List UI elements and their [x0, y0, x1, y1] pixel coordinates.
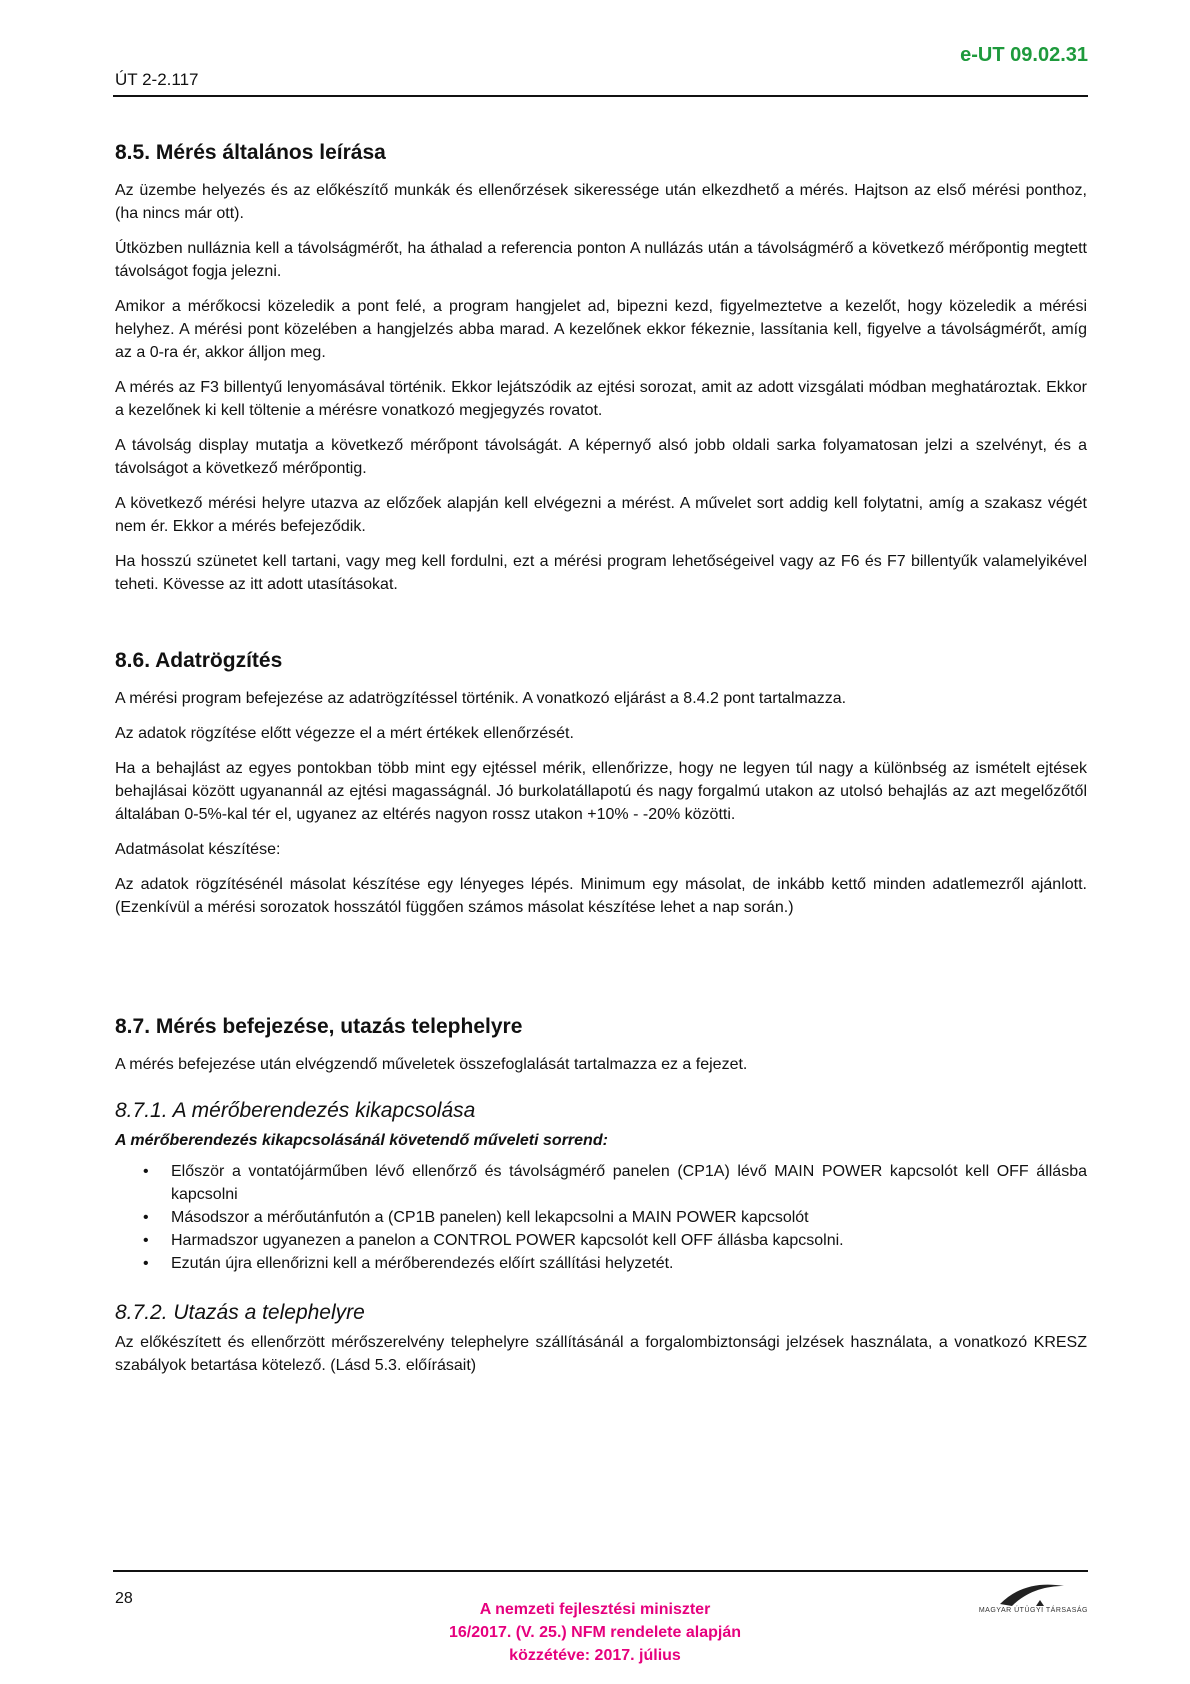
page-number: 28 — [115, 1590, 133, 1607]
header-rule — [113, 95, 1088, 97]
list-item — [115, 1252, 1087, 1275]
section-8-5 — [115, 140, 1087, 608]
paragraph: Adatmásolat készítése: — [115, 841, 281, 858]
bullet-icon: • — [143, 1163, 149, 1180]
list-item — [115, 1229, 1087, 1252]
bullet-icon: • — [143, 1255, 149, 1272]
paragraph: A mérési program befejezése az adatrögzítéssel történik. A vonatkozó eljárást a 8.4.2 pont tartalmazza. — [115, 690, 847, 707]
list-item-text: Először a vontatójárműben lévő ellenőrző és távolságmérő panelen (CP1A) lévő MAIN POWER kapcsolót kell OFF állásba kapcsolni — [171, 1163, 1087, 1203]
section-title: 8.7. Mérés befejezése, utazás telephelyre — [115, 1015, 523, 1038]
list-item-text: Harmadszor ugyanezen a panelon a CONTROL POWER kapcsolót kell OFF állásba kapcsolni. — [171, 1232, 844, 1249]
paragraph: Az üzembe helyezés és az előkészítő munkák és ellenőrzések sikeressége után elkezdhető a mérés. Hajtson az első mérési ponthoz, (ha nincs már ott). — [115, 182, 1087, 222]
bullet-list — [115, 1160, 1087, 1275]
paragraph: Az adatok rögzítése előtt végezze el a mért értékek ellenőrzését. — [115, 725, 574, 742]
paragraph: A mérés az F3 billentyű lenyomásával történik. Ekkor lejátszódik az ejtési sorozat, amit az adott vizsgálati módban meghatároztak. Ekkor a kezelőnek ki kell töltenie a mérésre vonatkozó megjegyzés rovatot. — [115, 379, 1087, 419]
section-8-7 — [115, 1014, 1087, 1389]
list-item — [115, 1160, 1087, 1206]
logo-text: MAGYAR ÚTÜGYI TÁRSASÁG — [978, 1607, 1088, 1614]
bullet-icon: • — [143, 1209, 149, 1226]
subsection-title: 8.7.1. A mérőberendezés kikapcsolása — [115, 1099, 476, 1122]
paragraph: A távolság display mutatja a következő mérőpont távolságát. A képernyő alsó jobb oldali sarka folyamatosan jelzi a szelvényt, és a távolságot a következő mérőpontig. — [115, 437, 1087, 477]
subsection-title: 8.7.2. Utazás a telephelyre — [115, 1301, 365, 1324]
section-title: 8.5. Mérés általános leírása — [115, 141, 386, 164]
list-item-text: Ezután újra ellenőrizni kell a mérőberendezés előírt szállítási helyzetét. — [171, 1255, 674, 1272]
document-reference: ÚT 2-2.117 — [115, 70, 199, 89]
footer-note-line: közzétéve: 2017. július — [509, 1647, 681, 1664]
paragraph: A mérés befejezése után elvégzendő műveletek összefoglalását tartalmazza ez a fejezet. — [115, 1056, 748, 1073]
paragraph: Az adatok rögzítésénél másolat készítése egy lényeges lépés. Minimum egy másolat, de inkább kettő minden adatlemezről ajánlott. (Ezenkívül a mérési sorozatok hosszától függően számos másolat készítése lehet a nap során.) — [115, 876, 1087, 916]
logo — [940, 1580, 1088, 1614]
footer-note-line: A nemzeti fejlesztési miniszter — [479, 1601, 711, 1618]
section-title: 8.6. Adatrögzítés — [115, 649, 283, 672]
subsection-lead: A mérőberendezés kikapcsolásánál követendő műveleti sorrend: — [115, 1132, 608, 1149]
footer-rule — [113, 1570, 1088, 1572]
bullet-icon: • — [143, 1232, 149, 1249]
paragraph: Útközben nulláznia kell a távolságmérőt, ha áthalad a referencia ponton A nullázás után a távolságmérő a következő mérőpontig megtett távolságot fogja jelezni. — [115, 240, 1087, 280]
paragraph: Ha hosszú szünetet kell tartani, vagy meg kell fordulni, ezt a mérési program lehetőségeivel vagy az F6 és F7 billentyűk valamelyikével teheti. Kövesse az itt adott utasításokat. — [115, 553, 1087, 593]
document-code: e-UT 09.02.31 — [960, 44, 1088, 66]
list-item — [115, 1206, 1087, 1229]
paragraph: Ha a behajlást az egyes pontokban több mint egy ejtéssel mérik, ellenőrizze, hogy ne legyen túl nagy a különbség az ismételt ejtések behajlásai között ugyanannál az ejtési magasságnál. Jó burkolatállapotú és nagy forgalmú utakon az utolsó behajlás az azt megelőzőtől általában 0-5%-kal tér el, ugyanez az eltérés nagyon rossz utakon +10% - -20% közötti. — [115, 760, 1087, 823]
footer-note-line: 16/2017. (V. 25.) NFM rendelete alapján — [449, 1624, 741, 1641]
paragraph: A következő mérési helyre utazva az előzőek alapján kell elvégezni a mérést. A művelet sort addig kell folytatni, amíg a szakasz végét nem ér. Ekkor a mérés befejeződik. — [115, 495, 1087, 535]
section-8-6 — [115, 648, 1087, 931]
paragraph: Amikor a mérőkocsi közeledik a pont felé, a program hangjelet ad, bipezni kezd, figyelmeztetve a kezelőt, hogy közeledik a mérési helyhez. A mérési pont közelében a hangjelzés abba marad. A kezelőnek ekkor fékeznie, lassítania kell, figyelve a távolságmérőt, amíg az a 0-ra ér, akkor álljon meg. — [115, 298, 1087, 361]
list-item-text: Másodszor a mérőutánfutón a (CP1B panelen) kell lekapcsolni a MAIN POWER kapcsolót — [171, 1209, 809, 1226]
paragraph: Az előkészített és ellenőrzött mérőszerelvény telephelyre szállításánál a forgalombiztonsági jelzések használata, a vonatkozó KRESZ szabályok betartása kötelező. (Lásd 5.3. előírásait) — [115, 1334, 1087, 1374]
